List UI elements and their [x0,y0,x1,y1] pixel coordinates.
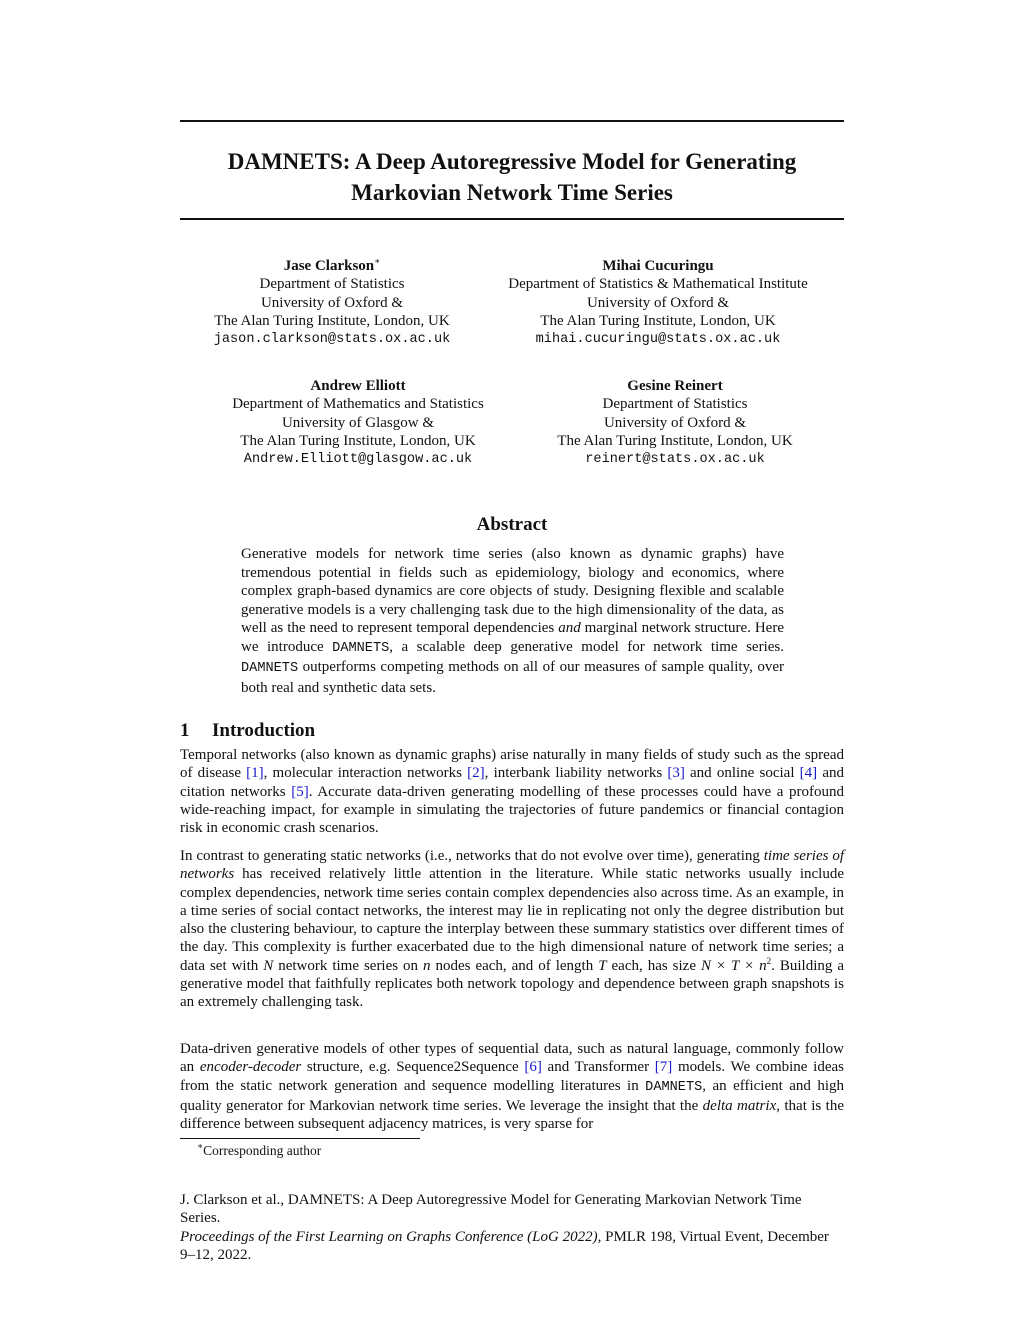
citation-link[interactable]: [6] [524,1059,542,1076]
citation-link[interactable]: [7] [654,1059,673,1076]
author-email[interactable]: Andrew.Elliott@glasgow.ac.uk [243,451,473,467]
author-name: Jase Clarkson [283,258,375,274]
intro-paragraph-3: Data-driven generative models of other types of sequential data, such as natural language, commonly follow an encoder-decoder structure, e.g. Sequence2Sequence [6] and Transformer [7] models. We combine ideas from the static network generation and sequence modelling literatures in DAMNETS, an efficient and high quality generator for Markovian network time series. We leverage the insight that the delta matrix, that is the difference between subsequent adjacency matrices, is very sparse for [180,1041,844,1133]
author-email[interactable]: mihai.cucuringu@stats.ox.ac.uk [535,331,781,347]
author-email[interactable]: reinert@stats.ox.ac.uk [585,451,765,467]
citation-link[interactable]: [1] [246,765,264,782]
citation-link[interactable]: [2] [467,765,485,782]
author-inst: The Alan Turing Institute, London, UK [540,313,776,330]
author-block-reinert [520,377,830,469]
top-rule [180,120,844,122]
author-univ: University of Glasgow & [281,414,435,431]
citation-link[interactable]: [4] [799,765,818,782]
author-email[interactable]: jason.clarkson@stats.ox.ac.uk [213,331,451,347]
author-dept: Department of Statistics & Mathematical Institute [508,276,808,293]
abstract-heading: Abstract [476,514,548,535]
author-dept: Department of Statistics [259,276,405,293]
author-block-elliott [200,377,516,469]
footnote-rule [180,1138,420,1139]
intro-paragraph-1: Temporal networks (also known as dynamic graphs) arise naturally in many fields of study such as the spread of disease [1], molecular interaction networks [2], interbank liability networks [3] and online social [4] and citation networks [5]. Accurate data-driven generating modelling of these processes could have a profound wide-reaching impact, for example in simulating the trajectories of future pandemics or financial contagion risk in economic crash scenarios. [180,747,844,837]
section-heading-introduction: 1 Introduction [180,720,316,741]
abstract-body: Generative models for network time series (also known as dynamic graphs) have tremendous potential in fields such as epidemiology, biology and economics, where complex graph-based dynamics are core objects of study. Designing flexible and scalable generative models is a very challenging task due to the high dimensionality of the data, as well as the need to represent temporal dependencies and marginal network structure. Here we introduce DAMNETS, a scalable deep generative model for network time series. DAMNETS outperforms competing methods on all of our measures of sample quality, over both real and synthetic data sets. [241,546,785,696]
author-block-clarkson [180,257,484,349]
footnote: ∗Corresponding author [197,1141,322,1158]
title-bottom-rule [180,218,844,220]
author-name: Gesine Reinert [627,378,723,394]
citation-link[interactable]: [5] [291,783,309,800]
intro-paragraph-2: In contrast to generating static networks (i.e., networks that do not evolve over time), generating time series of networks has received relatively little attention in the literature. While static networks usually include complex dependencies, network time series contain complex dependencies also across time. As an example, in a time series of social contact networks, the interest may lie in replicating not only the degree distribution but also the clustering behaviour, to capture the interplay between these summary statistics over different times of the day. This complexity is further exacerbated due to the high dimensional nature of network time series; a data set with N network time series on n nodes each, and of length T each, has size $N \times T \times n^2$. Building a generative model that faithfully replicates both network topology and dependence between graph snapshots is an extremely challenging task. [180,848,844,1011]
paper-title: DAMNETS: A Deep Autoregressive Model for Generating Markovian Network Time Series [227,149,797,205]
author-univ: University of Oxford & [603,414,747,431]
author-univ: University of Oxford & [586,294,730,311]
author-dept: Department of Mathematics and Statistics [232,396,484,413]
author-dept: Department of Statistics [602,396,748,413]
author-inst: The Alan Turing Institute, London, UK [240,433,476,450]
footnote-mark: ∗ [374,256,381,266]
author-inst: The Alan Turing Institute, London, UK [557,433,793,450]
author-block-cucuringu [480,257,836,349]
author-univ: University of Oxford & [260,294,404,311]
author-name: Andrew Elliott [310,378,406,394]
citation-link[interactable]: [3] [667,765,685,782]
author-name: Mihai Cucuringu [602,258,714,274]
author-inst: The Alan Turing Institute, London, UK [214,313,450,330]
citation-footer: J. Clarkson et al., DAMNETS: A Deep Autoregressive Model for Generating Markovian Network Time Series. Proceedings of the First Learning on Graphs Conference (LoG 2022), PMLR 198, Virtual Event, December 9–12, 2022. [180,1192,829,1264]
